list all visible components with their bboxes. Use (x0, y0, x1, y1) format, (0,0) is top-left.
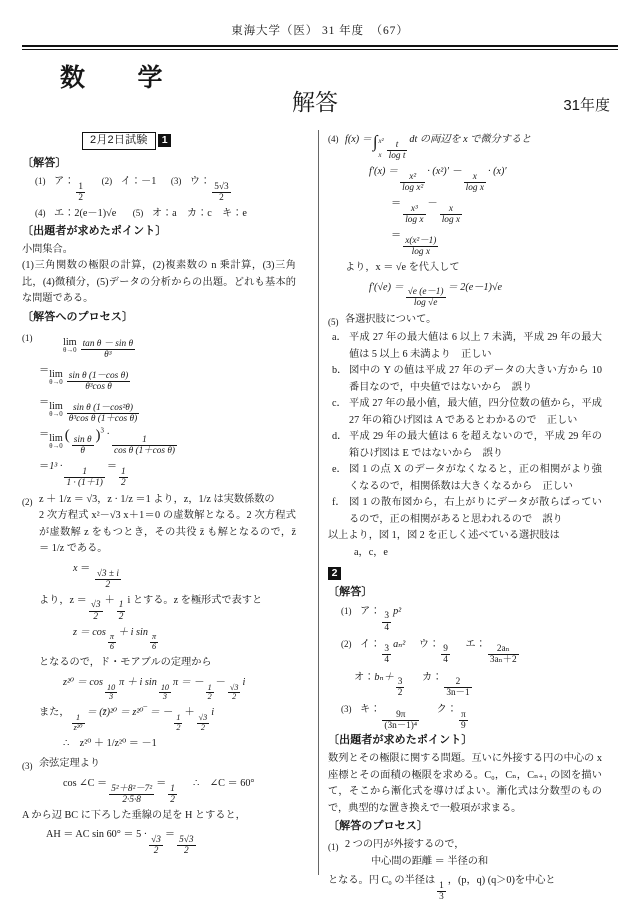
exam-date-tag: 2月2日試験 (82, 132, 156, 150)
right-column (306, 128, 602, 903)
q2-value-f: $\frac{2}{3n-1}$ (446, 677, 470, 699)
process-label-4: (4) (328, 134, 339, 145)
running-head: 東海大学（医） 31 年度 （67） (231, 25, 409, 37)
answer-value-c: $\frac{5√3}{2}$ (214, 181, 229, 203)
integral-line: f(x) ＝∫ x² x $\frac{t}{\text{log t}}$ dt の両辺を x で微分すると (345, 132, 532, 162)
choice-text: 平成 27 年の最小値，最大値，四分位数の値から，平成 27 年の箱ひげ図は A であるとわかるので 正しい (349, 398, 602, 426)
reciprocal-line: また， $\frac{1}{\text{z²⁰}}$ ＝ (z̄)²⁰ ＝ z²⁰‾ ＝ － $\frac{1}{2}$ ＋ $\frac{√3}{2}$ i (39, 707, 215, 733)
answers-heading-2: 〔解答〕 (328, 585, 373, 598)
q2-process-label-1: (1) (328, 842, 339, 853)
answer-value-d: エ：2(e－1)√e (54, 207, 117, 219)
item-label-1-3: (3) (170, 175, 182, 186)
item-label-1-5: (5) (132, 207, 144, 218)
choice-row (328, 495, 602, 528)
choice-mark: a． (332, 332, 347, 344)
choice-row (328, 462, 602, 495)
q2-line-2: 中心間の距離 ＝ 半径の和 (371, 855, 489, 867)
substitution-line: より，x ＝ √e を代入して (345, 262, 460, 273)
answer-line-1 (22, 174, 296, 203)
q2-key-c: ウ： (418, 638, 440, 650)
question-number-1: 1 (158, 134, 171, 147)
q2-key-b: イ： (360, 638, 381, 650)
points-text-1b: (1)三角関数の極限の計算，(2)複素数の n 乗計算，(3)三角比，(4)微積分，(5)データの分析からの出題。どれも基本的な問題である。 (22, 260, 296, 305)
limit-step-4: ＝ lim θ→0 ( $\frac{\text{sin θ}}{\theta}$ )$^3$ · $\frac{1}{\text{cos θ (1＋cos θ)}}$ (39, 427, 175, 456)
choice-text: 図 1 の点 X のデータがなくなると，正の相関がより強くなるので，相関係数は大きくなるから 正しい (349, 464, 602, 492)
year-label: 31年度 (563, 97, 610, 115)
complex-line-2: 2 次方程式 x²－√3 x＋1＝0 の虚数解となる。2 次方程式が虚数解 z をもつとき，その共役 z̄ も解となるので，z̄ ＝ 1/z である。 (39, 510, 296, 555)
q2-answer-line-4 (328, 702, 602, 731)
q2-line-3: となる。円 C₀ の半径は $\frac{1}{3}$ ，(p，q) (q＞0)を中心と (328, 875, 556, 903)
limit-step-1: lim θ→0 $\frac{\text{tan θ － sin θ}}{\text{θ³}}$ (63, 337, 134, 360)
item-label-2-2: (2) (341, 638, 352, 649)
perpendicular-foot-line: A から辺 BC に下ろした垂線の足を H とすると， (22, 809, 246, 821)
process-item-3 (22, 756, 296, 807)
q2-key-d: エ： (465, 638, 486, 650)
process-item-5 (328, 312, 602, 330)
process-label-5: (5) (328, 317, 339, 328)
process-item-2 (22, 492, 296, 756)
final-derivative: f′(√e) ＝ $\frac{√e (e-1)}{\log √e}$ ＝ 2(e－1)√e (369, 281, 503, 309)
choice-row (328, 363, 602, 396)
q2-value-a: $\frac{3}{4}$ (384, 611, 390, 633)
q2-value-e: $\frac{3}{2}$ (397, 677, 403, 699)
derivative-step-2: ＝ $\frac{\text{x³}}{\text{log x}}$ － $\frac{x}{\text{log x}}$ (391, 198, 461, 226)
points-heading-2: 〔出題者が求めたポイント〕 (328, 734, 473, 747)
q2-key-f: カ： (422, 671, 443, 683)
choice-mark: d． (332, 431, 348, 443)
title-block (22, 50, 618, 128)
q2-answer-line-1: (1) ア： $\frac{3}{4}$ p² (341, 605, 402, 633)
polar-form: z ＝ cos $\frac{\pi}{6}$ ＋ i sin $\frac{\pi}{6}$ (73, 626, 157, 652)
choice-mark: e． (332, 464, 347, 476)
item-label-1-2: (2) (101, 175, 113, 186)
process-heading-1: 〔解答へのプロセス〕 (22, 310, 134, 323)
limit-step-2: ＝ lim θ→0 $\frac{\text{sin θ (1－cos θ)}}{\text{θ³cos θ}}$ (39, 364, 129, 392)
answer-key-a: ア： (54, 175, 75, 187)
choice-text: 平成 29 年の最大値は 6 を超えないので，平成 29 年の箱ひげ図は E ではないから 誤り (349, 431, 602, 459)
q2-key-a: ア： (360, 605, 381, 617)
answers-heading-1: 〔解答〕 (22, 156, 67, 169)
process-item-4 (328, 129, 602, 311)
item-label-2-1: (1) (341, 605, 352, 616)
choices-conclusion: 以上より，図 1，図 2 を正しく述べている選択肢は (328, 530, 560, 542)
left-column (22, 128, 306, 882)
limit-step-5: ＝1³ · $\frac{1}{1 \cdot (1+1)}$ ＝ $\frac{1}{2}$ (39, 460, 126, 488)
derivative-step-1: f′(x) ＝ $\frac{\text{x²}}{\text{log x²}}$ · (x²)′ － $\frac{x}{\text{log x}}$ · (x)′ (369, 166, 507, 194)
complex-line-1: z ＋ 1/z ＝ √3，z · 1/z ＝1 より，z，1/z は実数係数の (39, 493, 275, 505)
cosine-lead: 余弦定理より (39, 758, 101, 770)
answer-value-b: イ：－1 (120, 175, 157, 187)
q2-key-g: キ： (360, 704, 381, 716)
choice-text: 図 1 の散布図から，右上がりにデータが散らばっているので，正の相関があると思われるので 誤り (349, 497, 602, 525)
process-label-3: (3) (22, 761, 33, 772)
limit-step-3: ＝ lim θ→0 $\frac{\text{sin θ (1－cos²θ)}}{\text{θ³cos θ (1＋cos θ)}}$ (39, 396, 138, 424)
answer-title: 解答 (292, 89, 338, 116)
q2-answer-line-3: オ：bₙ＋ $\frac{3}{2}$ カ： $\frac{2}{3n-1}$ (354, 671, 470, 699)
choices-lead: 各選択肢について。 (345, 314, 437, 326)
process-item-1 (22, 328, 296, 491)
process-label-1: (1) (22, 332, 33, 343)
complex-line-3: より，z ＝ $\frac{√3}{2}$ ＋ $\frac{1}{2}$ i とする。z を極形式で表すと (39, 594, 263, 622)
item-label-2-3: (3) (341, 704, 352, 715)
points-text-1a: 小問集合。 (22, 243, 73, 255)
choice-row (328, 330, 602, 363)
choice-mark: b． (332, 365, 348, 377)
process-heading-2: 〔解答のプロセス〕 (328, 820, 428, 833)
choice-row (328, 429, 602, 462)
item-label-1-4: (4) (35, 207, 46, 218)
cosine-equation: cos ∠C ＝ $\frac{\text{5²＋8²－7²}}{2\cdot 5\cdot 8}$ ＝ $\frac{1}{2}$ ∴ ∠C ＝ 60° (63, 777, 255, 805)
q2-answer-line-2: (2) イ： $\frac{3}{4}$ aₙ² ウ： $\frac{9}{4}$ エ： $\frac{\text{2aₙ}}{\text{3aₙ＋2}}$ (341, 638, 517, 666)
answer-line-2 (22, 206, 296, 223)
demoivre-lead: となるので，ド・モアブルの定理から (39, 657, 212, 669)
choices-answer: a，c，e (354, 546, 388, 558)
choice-text: 図中の Y の値は平成 27 年のデータの大きい方から 10 番目なので，中央値ではないから 誤り (349, 365, 602, 393)
q2-value-b: $\frac{3}{4}$ (384, 644, 390, 666)
item-label-1-1: (1) (35, 175, 46, 186)
answer-value-e: オ：a カ：c キ：e (151, 207, 247, 219)
question-number-2: 2 (328, 567, 341, 580)
two-column-body (22, 128, 618, 903)
ah-equation: AH ＝ AC sin 60° ＝ 5 · $\frac{√3}{2}$ ＝ $\frac{5√3}{2}$ (46, 829, 194, 857)
choice-mark: f． (332, 497, 346, 509)
demoivre-line: z²⁰ ＝ cos $\frac{10}{3}$ π ＋ i sin $\frac{10}{3}$ π ＝ － $\frac{1}{2}$ － $\frac{√3}{2}$ i (63, 676, 246, 702)
q2-value-c: $\frac{9}{4}$ (443, 644, 448, 666)
answer-key-c: ウ： (189, 175, 211, 187)
choice-row (328, 396, 602, 429)
q2-key-e: オ： (354, 671, 375, 683)
q2-value-g: $\frac{9\pi}{\text{(3n－1)⁴}}$ (384, 710, 418, 732)
points-heading-1: 〔出題者が求めたポイント〕 (22, 225, 167, 238)
q2-value-d: $\frac{\text{2aₙ}}{\text{3aₙ＋2}}$ (489, 644, 517, 666)
choice-text: 平成 27 年の最大値は 6 以上 7 未満，平成 29 年の最大値は 5 以上 6 未満より 正しい (349, 332, 602, 360)
complex-conclusion: ∴ z²⁰ ＋ 1/z²⁰ ＝ －1 (63, 737, 157, 749)
page-title: 数 学 (60, 64, 177, 93)
derivative-step-3: ＝ $\frac{\text{x(x²－1)}}{\text{log x}}$ (391, 230, 437, 257)
q2-value-h: $\frac{\pi}{9}$ (461, 710, 466, 732)
quadratic-root: x ＝ $\frac{√3 \pm i}{2}$ (73, 562, 119, 590)
choice-mark: c． (332, 398, 347, 410)
process-label-2: (2) (22, 496, 33, 507)
points-text-2: 数列とその極限に関する問題。互いに外接する円の中心の x 座標とその面積の極限を求める。C₀，Cₙ，Cₙ₊₁ の図を描いて，そこから漸化式を導けばよい。漸化式は分数型のもので，典型的な置き換えで一般項が求まる。 (328, 753, 602, 814)
answer-value-a: $\frac{1}{2}$ (78, 181, 84, 203)
q2-line-1: 2 つの円が外接するので， (345, 839, 465, 851)
q2-key-h: ク： (436, 704, 458, 716)
q2-process-item-1 (328, 837, 602, 870)
